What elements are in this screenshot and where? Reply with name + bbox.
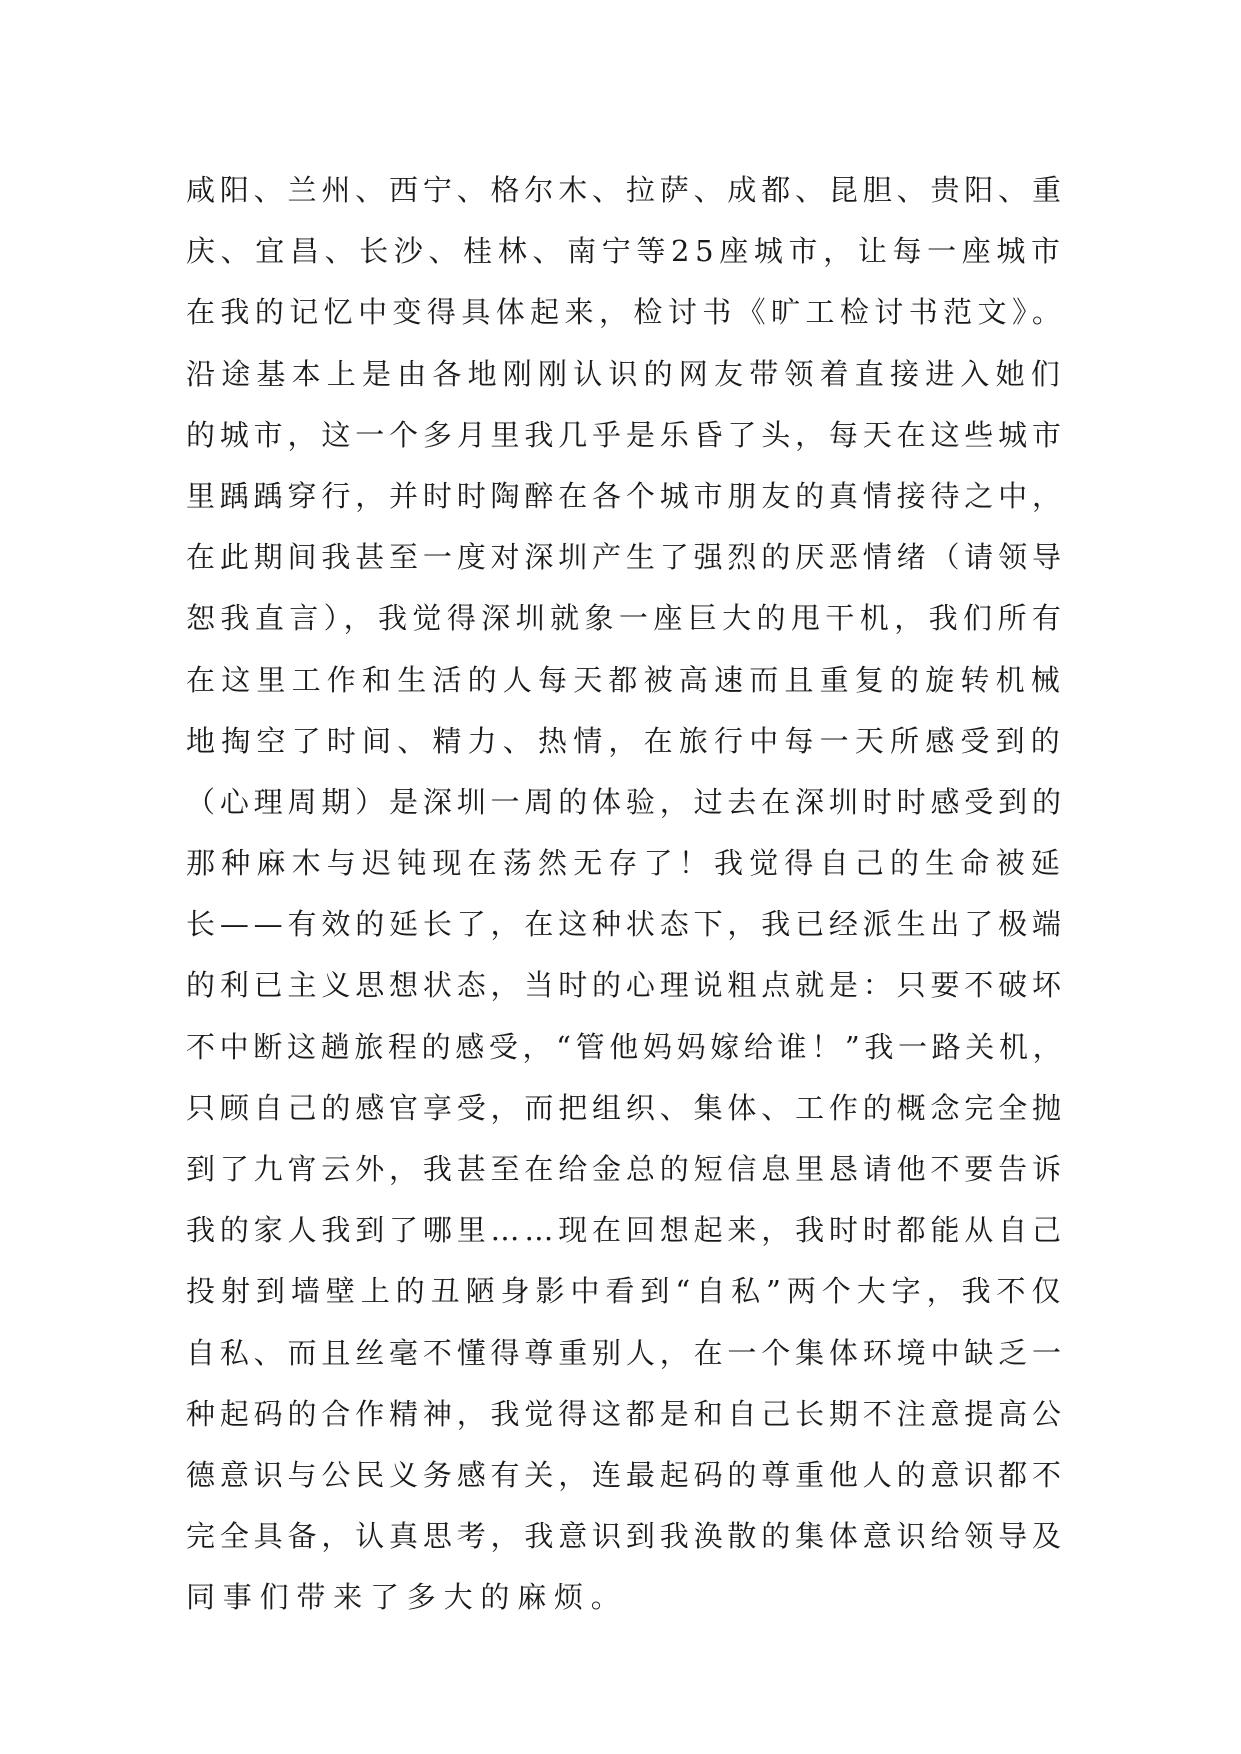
- text-line-17: 到了九宵云外，我甚至在给金总的短信息里恳请他不要告诉: [186, 1152, 1066, 1186]
- text-line-1: 咸阳、兰州、西宁、格尔木、拉萨、成都、昆胆、贵阳、重: [186, 173, 1066, 207]
- text-line-3: 在我的记忆中变得具体起来，检讨书《旷工检讨书范文》。: [186, 295, 1067, 330]
- text-line-20: 自私、而且丝毫不懂得尊重别人，在一个集体环境中缺乏一: [186, 1335, 1066, 1370]
- text-line-15: 不中断这趟旅程的感受，“管他妈妈嫁给谁！”我一路关机，: [186, 1029, 1067, 1064]
- text-line-12: 那种麻木与迟钝现在荡然无存了！我觉得自己的生命被延: [186, 846, 1067, 881]
- text-line-19: 投射到墙壁上的丑陋身影中看到“自私”两个大字，我不仅: [186, 1274, 1067, 1309]
- text-line-22: 德意识与公民义务感有关，连最起码的尊重他人的意识都不: [186, 1457, 1066, 1492]
- text-line-13: 长——有效的延长了，在这种状态下，我已经派生出了极端: [186, 907, 1066, 942]
- text-line-21: 种起码的合作精神，我觉得这都是和自己长期不注意提高公: [186, 1396, 1066, 1431]
- text-line-24: 同事们带来了多大的麻烦。: [186, 1580, 628, 1615]
- text-line-18: 我的家人我到了哪里……现在回想起来，我时时都能从自己: [186, 1213, 1066, 1248]
- text-line-8: 恕我直言），我觉得深圳就象一座巨大的甩干机，我们所有: [186, 601, 1067, 636]
- text-line-10: 地掏空了时间、精力、热情，在旅行中每一天所感受到的: [186, 723, 1067, 758]
- text-line-7: 在此期间我甚至一度对深圳产生了强烈的厌恶情绪（请领导: [186, 540, 1066, 575]
- text-line-11: （心理周期）是深圳一周的体验，过去在深圳时时感受到的: [186, 784, 1066, 819]
- body-paragraph: [186, 160, 1066, 1629]
- text-line-23: 完全具备，认真思考，我意识到我涣散的集体意识给领导及: [186, 1519, 1066, 1554]
- text-line-6: 里踽踽穿行，并时时陶醉在各个城市朋友的真情接待之中，: [186, 478, 1066, 513]
- text-line-9: 在这里工作和生活的人每天都被高速而且重复的旋转机械: [186, 662, 1067, 697]
- text-line-5: 的城市，这一个多月里我几乎是乐昏了头，每天在这些城市: [186, 417, 1066, 452]
- text-line-16: 只顾自己的感官享受，而把组织、集体、工作的概念完全抛: [186, 1090, 1066, 1125]
- text-line-4: 沿途基本上是由各地刚刚认识的网友带领着直接进入她们: [186, 356, 1067, 391]
- text-line-14: 的利已主义思想状态，当时的心理说粗点就是：只要不破坏: [186, 968, 1066, 1003]
- text-line-2: 庆、宜昌、长沙、桂林、南宁等25座城市，让每一座城市: [186, 234, 1066, 269]
